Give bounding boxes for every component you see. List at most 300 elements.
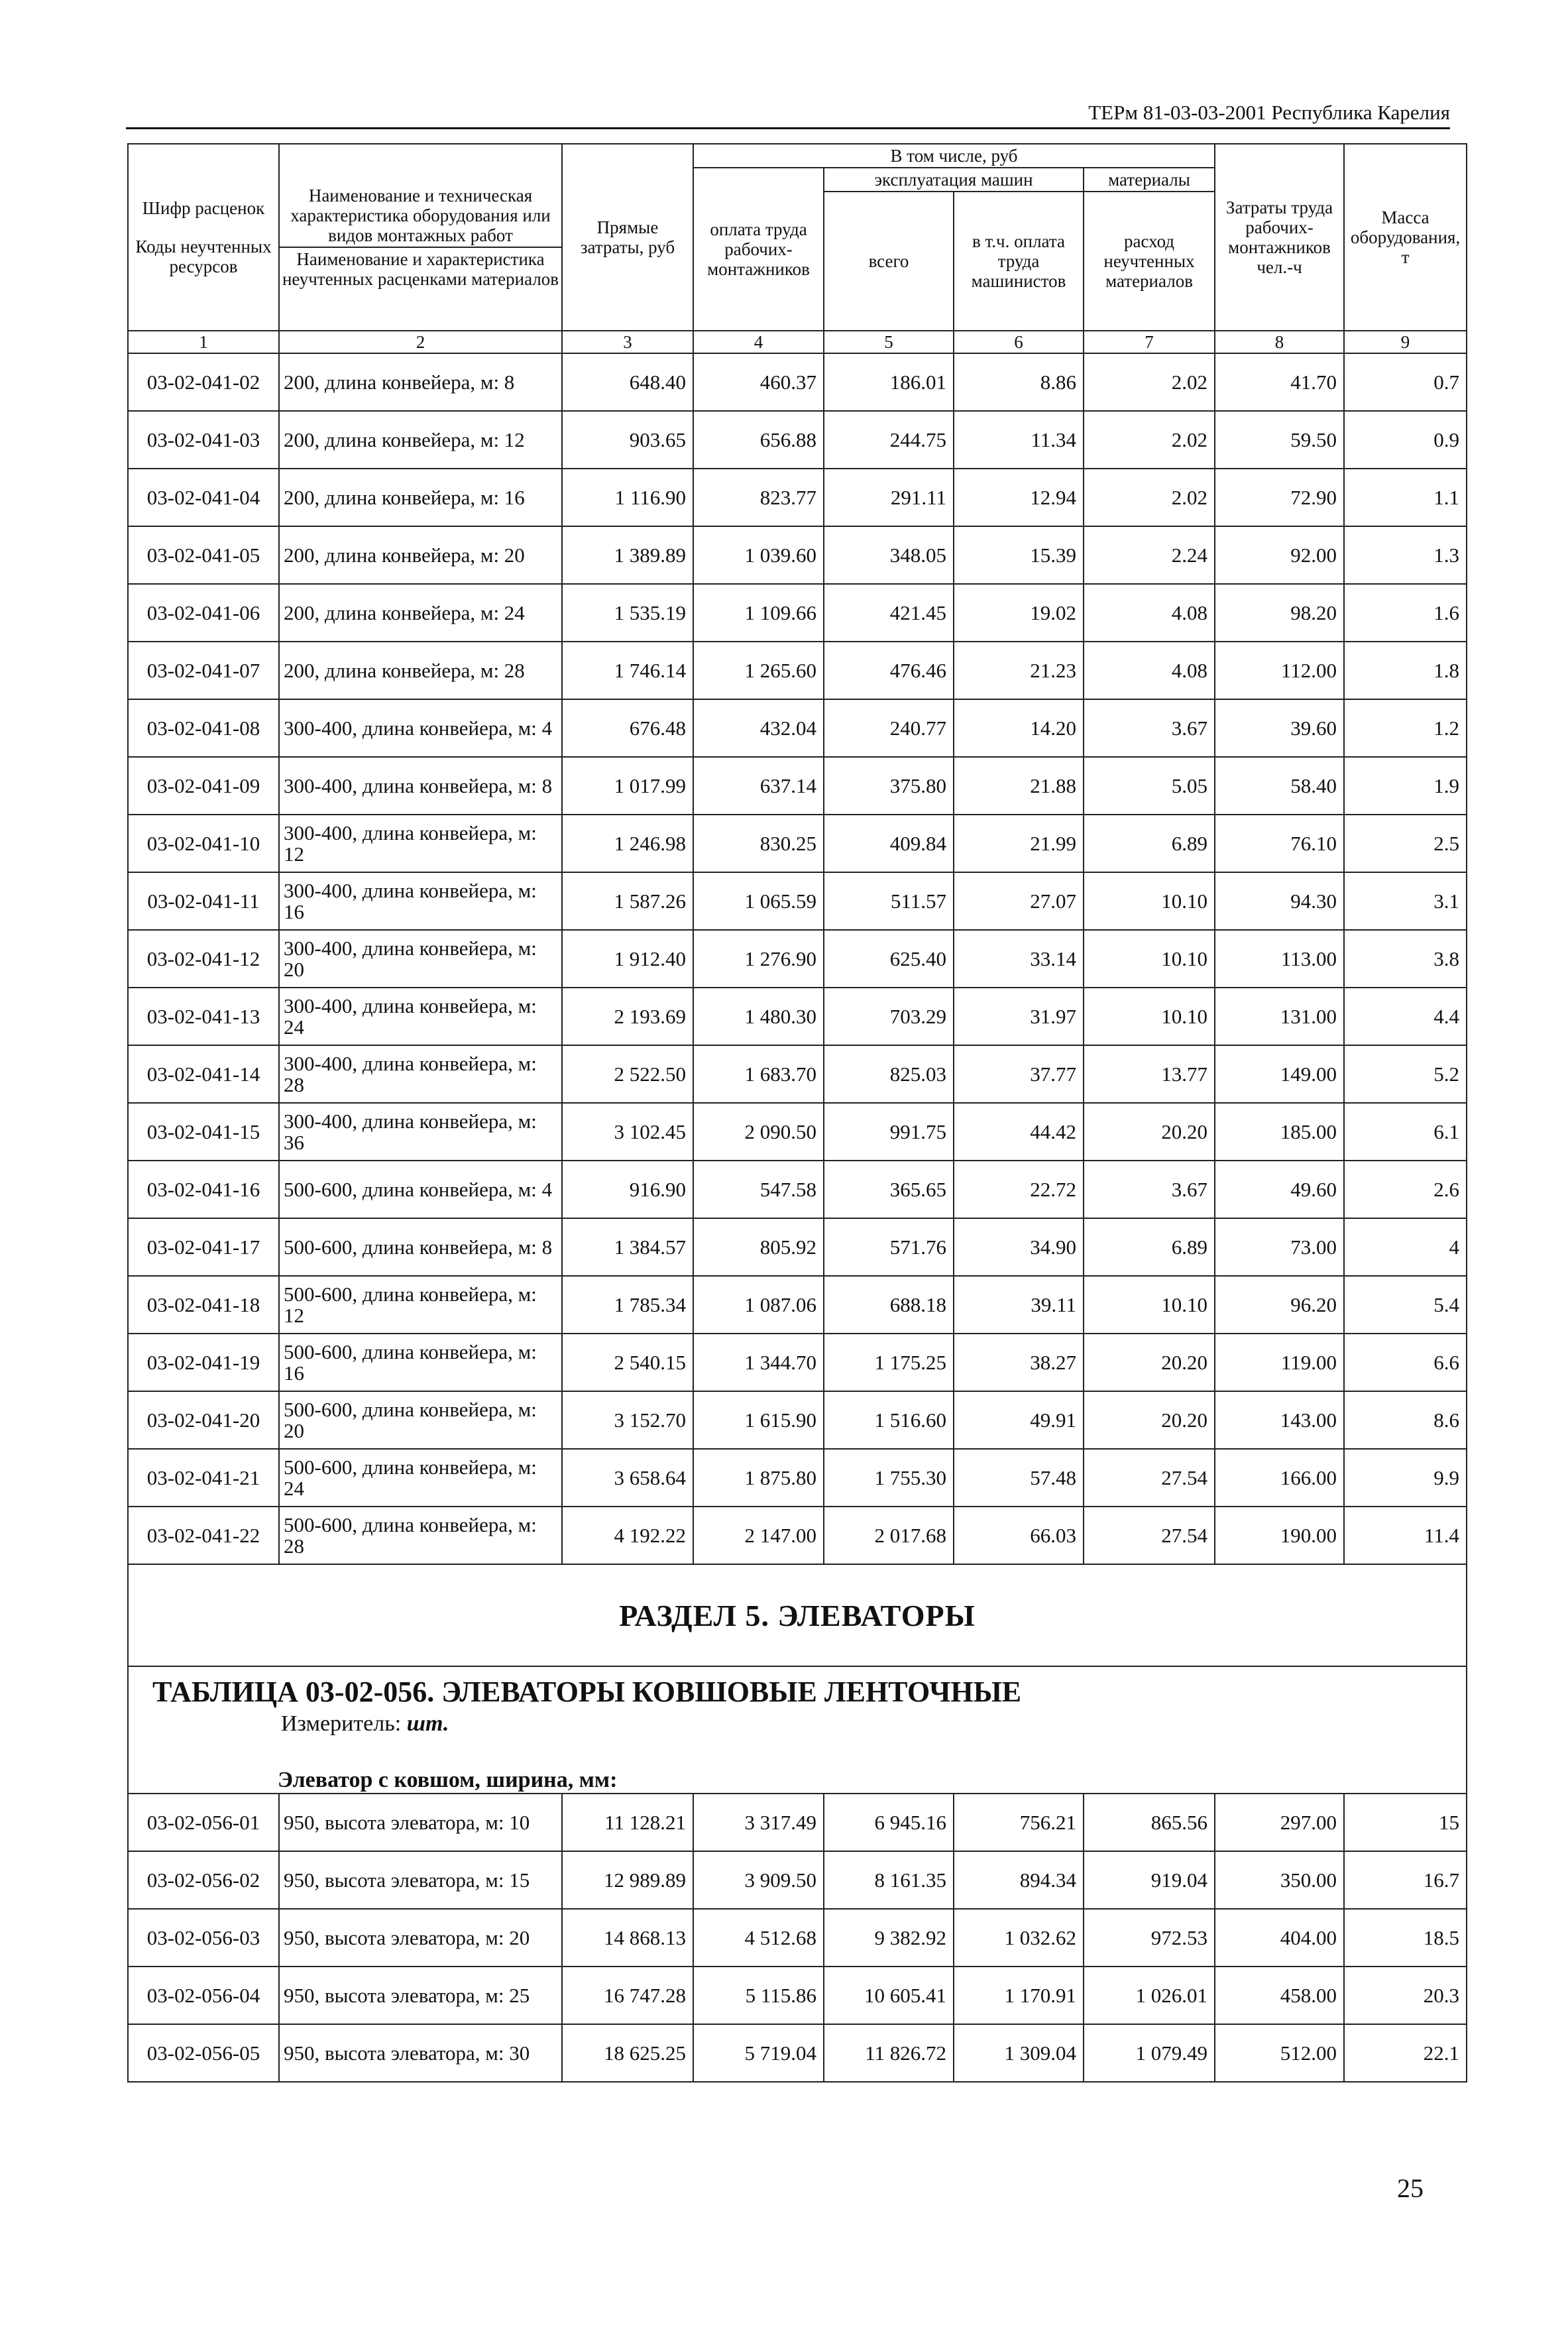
row-name: 300-400, длина конвейера, м: 4 — [279, 699, 562, 757]
row-machine-operators: 57.48 — [954, 1449, 1084, 1507]
row-labor-hours: 72.90 — [1215, 469, 1344, 526]
row-direct-costs: 14 868.13 — [562, 1909, 693, 1967]
row-machines-total: 2 017.68 — [824, 1507, 954, 1564]
row-mass: 3.8 — [1344, 930, 1467, 988]
row-mass: 3.1 — [1344, 872, 1467, 930]
row-name: 200, длина конвейера, м: 20 — [279, 526, 562, 584]
row-name: 200, длина конвейера, м: 28 — [279, 642, 562, 699]
header-materials-consumption: расход неучтенных материалов — [1084, 192, 1215, 331]
row-labor-hours: 49.60 — [1215, 1161, 1344, 1218]
row-labor-hours: 41.70 — [1215, 353, 1344, 411]
column-number: 5 — [824, 331, 954, 353]
row-name: 500-600, длина конвейера, м: 28 — [279, 1507, 562, 1564]
row-code: 03-02-041-18 — [128, 1276, 279, 1334]
row-mass: 2.6 — [1344, 1161, 1467, 1218]
row-machines-total: 8 161.35 — [824, 1851, 954, 1909]
row-labor-pay: 656.88 — [693, 411, 824, 469]
row-code: 03-02-041-20 — [128, 1391, 279, 1449]
row-code: 03-02-041-08 — [128, 699, 279, 757]
table-row — [128, 353, 1467, 411]
row-machine-operators: 21.88 — [954, 757, 1084, 815]
row-materials: 20.20 — [1084, 1103, 1215, 1161]
row-machine-operators: 894.34 — [954, 1851, 1084, 1909]
table-row — [128, 1276, 1467, 1334]
table-row — [128, 1909, 1467, 1967]
row-machine-operators: 44.42 — [954, 1103, 1084, 1161]
table-row — [128, 988, 1467, 1045]
row-machines-total: 240.77 — [824, 699, 954, 757]
row-direct-costs: 3 102.45 — [562, 1103, 693, 1161]
row-labor-pay: 1 615.90 — [693, 1391, 824, 1449]
column-number: 4 — [693, 331, 824, 353]
row-machines-total: 571.76 — [824, 1218, 954, 1276]
row-direct-costs: 1 785.34 — [562, 1276, 693, 1334]
row-name: 500-600, длина конвейера, м: 8 — [279, 1218, 562, 1276]
header-mass: Масса оборудования, т — [1344, 144, 1467, 331]
row-code: 03-02-041-21 — [128, 1449, 279, 1507]
row-code: 03-02-041-05 — [128, 526, 279, 584]
header-code-label: Шифр расценок — [142, 198, 265, 218]
row-materials: 10.10 — [1084, 1276, 1215, 1334]
row-machine-operators: 15.39 — [954, 526, 1084, 584]
row-labor-pay: 1 276.90 — [693, 930, 824, 988]
row-direct-costs: 1 384.57 — [562, 1218, 693, 1276]
row-name: 200, длина конвейера, м: 8 — [279, 353, 562, 411]
row-materials: 865.56 — [1084, 1794, 1215, 1851]
row-labor-pay: 547.58 — [693, 1161, 824, 1218]
row-labor-pay: 2 147.00 — [693, 1507, 824, 1564]
row-machines-total: 688.18 — [824, 1276, 954, 1334]
row-code: 03-02-041-03 — [128, 411, 279, 469]
row-labor-pay: 1 109.66 — [693, 584, 824, 642]
row-labor-hours: 512.00 — [1215, 2024, 1344, 2082]
row-materials: 2.02 — [1084, 469, 1215, 526]
row-materials: 10.10 — [1084, 930, 1215, 988]
row-direct-costs: 11 128.21 — [562, 1794, 693, 1851]
row-materials: 20.20 — [1084, 1334, 1215, 1391]
section-block — [128, 1564, 1467, 1794]
row-mass: 4 — [1344, 1218, 1467, 1276]
header-name-label: Наименование и техническая характеристика оборудования или видов монтажных работ — [290, 186, 551, 245]
row-materials: 3.67 — [1084, 1161, 1215, 1218]
header-labor-pay: оплата труда рабочих-монтажников — [693, 168, 824, 331]
table-row — [128, 1161, 1467, 1218]
row-machines-total: 348.05 — [824, 526, 954, 584]
row-mass: 1.3 — [1344, 526, 1467, 584]
row-mass: 5.2 — [1344, 1045, 1467, 1103]
table-title-cell — [128, 1666, 1467, 1746]
header-materials: материалы — [1084, 168, 1215, 192]
table-row — [128, 469, 1467, 526]
table-title: ТАБЛИЦА 03-02-056. ЭЛЕВАТОРЫ КОВШОВЫЕ ЛЕНТОЧНЫЕ — [152, 1676, 1022, 1708]
row-code: 03-02-056-01 — [128, 1794, 279, 1851]
row-direct-costs: 3 152.70 — [562, 1391, 693, 1449]
row-machine-operators: 21.23 — [954, 642, 1084, 699]
row-labor-pay: 1 087.06 — [693, 1276, 824, 1334]
row-direct-costs: 2 540.15 — [562, 1334, 693, 1391]
row-labor-hours: 112.00 — [1215, 642, 1344, 699]
row-materials: 4.08 — [1084, 642, 1215, 699]
row-mass: 6.6 — [1344, 1334, 1467, 1391]
row-materials: 20.20 — [1084, 1391, 1215, 1449]
column-number: 8 — [1215, 331, 1344, 353]
row-labor-hours: 350.00 — [1215, 1851, 1344, 1909]
header-labor-cost: Затраты труда рабочих-монтажников чел.-ч — [1215, 144, 1344, 331]
row-machines-total: 409.84 — [824, 815, 954, 872]
row-materials: 27.54 — [1084, 1449, 1215, 1507]
row-labor-pay: 460.37 — [693, 353, 824, 411]
table-row — [128, 526, 1467, 584]
table-row — [128, 699, 1467, 757]
column-number: 6 — [954, 331, 1084, 353]
row-mass: 9.9 — [1344, 1449, 1467, 1507]
row-labor-pay: 1 480.30 — [693, 988, 824, 1045]
row-labor-pay: 1 039.60 — [693, 526, 824, 584]
row-mass: 0.7 — [1344, 353, 1467, 411]
table-row — [128, 1103, 1467, 1161]
table-row — [128, 1507, 1467, 1564]
row-code: 03-02-041-09 — [128, 757, 279, 815]
table-row — [128, 584, 1467, 642]
column-number: 3 — [562, 331, 693, 353]
row-mass: 5.4 — [1344, 1276, 1467, 1334]
row-direct-costs: 676.48 — [562, 699, 693, 757]
measure-line — [142, 1709, 1453, 1739]
row-machine-operators: 66.03 — [954, 1507, 1084, 1564]
table-row — [128, 1334, 1467, 1391]
row-mass: 4.4 — [1344, 988, 1467, 1045]
table-row — [128, 1218, 1467, 1276]
measure-label: Измеритель: — [281, 1711, 402, 1736]
row-code: 03-02-041-12 — [128, 930, 279, 988]
header-machines: эксплуатация машин — [824, 168, 1084, 192]
row-materials: 919.04 — [1084, 1851, 1215, 1909]
row-machine-operators: 14.20 — [954, 699, 1084, 757]
row-labor-hours: 190.00 — [1215, 1507, 1344, 1564]
row-mass: 16.7 — [1344, 1851, 1467, 1909]
row-machines-total: 476.46 — [824, 642, 954, 699]
row-labor-pay: 1 265.60 — [693, 642, 824, 699]
row-materials: 2.02 — [1084, 353, 1215, 411]
row-labor-hours: 73.00 — [1215, 1218, 1344, 1276]
row-direct-costs: 916.90 — [562, 1161, 693, 1218]
row-labor-hours: 98.20 — [1215, 584, 1344, 642]
row-labor-pay: 637.14 — [693, 757, 824, 815]
row-machines-total: 511.57 — [824, 872, 954, 930]
row-code: 03-02-041-17 — [128, 1218, 279, 1276]
table-row — [128, 930, 1467, 988]
subheading: Элеватор с ковшом, ширина, мм: — [128, 1746, 1467, 1794]
row-mass: 18.5 — [1344, 1909, 1467, 1967]
row-labor-pay: 1 065.59 — [693, 872, 824, 930]
row-materials: 10.10 — [1084, 872, 1215, 930]
document-header — [126, 98, 1450, 129]
row-machines-total: 9 382.92 — [824, 1909, 954, 1967]
row-code: 03-02-041-06 — [128, 584, 279, 642]
row-code: 03-02-041-11 — [128, 872, 279, 930]
row-labor-hours: 458.00 — [1215, 1967, 1344, 2024]
header-direct-costs: Прямые затраты, руб — [562, 144, 693, 331]
row-mass: 6.1 — [1344, 1103, 1467, 1161]
column-number: 9 — [1344, 331, 1467, 353]
row-materials: 10.10 — [1084, 988, 1215, 1045]
row-mass: 1.1 — [1344, 469, 1467, 526]
row-code: 03-02-041-22 — [128, 1507, 279, 1564]
table-title-row — [128, 1666, 1467, 1746]
row-code: 03-02-041-15 — [128, 1103, 279, 1161]
row-code: 03-02-056-04 — [128, 1967, 279, 2024]
row-direct-costs: 1 116.90 — [562, 469, 693, 526]
row-labor-pay: 432.04 — [693, 699, 824, 757]
row-materials: 2.02 — [1084, 411, 1215, 469]
row-name: 300-400, длина конвейера, м: 12 — [279, 815, 562, 872]
row-name: 200, длина конвейера, м: 24 — [279, 584, 562, 642]
header-name — [279, 144, 562, 331]
table-row — [128, 1391, 1467, 1449]
row-labor-pay: 3 317.49 — [693, 1794, 824, 1851]
table-row — [128, 1967, 1467, 2024]
row-name: 300-400, длина конвейера, м: 16 — [279, 872, 562, 930]
row-code: 03-02-056-03 — [128, 1909, 279, 1967]
row-labor-hours: 59.50 — [1215, 411, 1344, 469]
row-labor-pay: 1 344.70 — [693, 1334, 824, 1391]
row-labor-pay: 3 909.50 — [693, 1851, 824, 1909]
row-labor-pay: 4 512.68 — [693, 1909, 824, 1967]
row-direct-costs: 2 522.50 — [562, 1045, 693, 1103]
row-machine-operators: 11.34 — [954, 411, 1084, 469]
row-machines-total: 375.80 — [824, 757, 954, 815]
row-direct-costs: 1 246.98 — [562, 815, 693, 872]
row-labor-hours: 166.00 — [1215, 1449, 1344, 1507]
row-name: 950, высота элеватора, м: 20 — [279, 1909, 562, 1967]
row-mass: 1.9 — [1344, 757, 1467, 815]
row-name: 300-400, длина конвейера, м: 20 — [279, 930, 562, 988]
row-name: 300-400, длина конвейера, м: 36 — [279, 1103, 562, 1161]
row-name: 950, высота элеватора, м: 10 — [279, 1794, 562, 1851]
row-machine-operators: 39.11 — [954, 1276, 1084, 1334]
row-labor-pay: 805.92 — [693, 1218, 824, 1276]
header-machines-total: всего — [824, 192, 954, 331]
row-code: 03-02-041-07 — [128, 642, 279, 699]
row-direct-costs: 12 989.89 — [562, 1851, 693, 1909]
row-code: 03-02-041-02 — [128, 353, 279, 411]
row-materials: 2.24 — [1084, 526, 1215, 584]
row-labor-pay: 1 683.70 — [693, 1045, 824, 1103]
row-name: 950, высота элеватора, м: 25 — [279, 1967, 562, 2024]
row-labor-pay: 5 115.86 — [693, 1967, 824, 2024]
row-name: 200, длина конвейера, м: 16 — [279, 469, 562, 526]
row-mass: 20.3 — [1344, 1967, 1467, 2024]
row-labor-hours: 131.00 — [1215, 988, 1344, 1045]
row-labor-hours: 94.30 — [1215, 872, 1344, 930]
row-labor-hours: 92.00 — [1215, 526, 1344, 584]
row-direct-costs: 1 389.89 — [562, 526, 693, 584]
section-row — [128, 1564, 1467, 1666]
column-number: 7 — [1084, 331, 1215, 353]
table-row — [128, 872, 1467, 930]
row-machines-total: 1 175.25 — [824, 1334, 954, 1391]
table-row — [128, 815, 1467, 872]
row-labor-hours: 119.00 — [1215, 1334, 1344, 1391]
row-name: 500-600, длина конвейера, м: 12 — [279, 1276, 562, 1334]
row-machines-total: 625.40 — [824, 930, 954, 988]
row-mass: 1.6 — [1344, 584, 1467, 642]
row-name: 500-600, длина конвейера, м: 4 — [279, 1161, 562, 1218]
row-labor-hours: 58.40 — [1215, 757, 1344, 815]
row-labor-pay: 1 875.80 — [693, 1449, 824, 1507]
row-machines-total: 365.65 — [824, 1161, 954, 1218]
table-row — [128, 1449, 1467, 1507]
row-direct-costs: 648.40 — [562, 353, 693, 411]
header-code-sub-label: Коды неучтенных ресурсов — [135, 237, 272, 276]
row-direct-costs: 1 912.40 — [562, 930, 693, 988]
row-direct-costs: 3 658.64 — [562, 1449, 693, 1507]
row-labor-hours: 404.00 — [1215, 1909, 1344, 1967]
row-materials: 1 026.01 — [1084, 1967, 1215, 2024]
row-mass: 8.6 — [1344, 1391, 1467, 1449]
header-name-sub-label: Наименование и характеристика неучтенных расценками материалов — [280, 247, 561, 289]
row-mass: 11.4 — [1344, 1507, 1467, 1564]
row-code: 03-02-056-05 — [128, 2024, 279, 2082]
row-name: 200, длина конвейера, м: 12 — [279, 411, 562, 469]
row-machines-total: 825.03 — [824, 1045, 954, 1103]
row-direct-costs: 1 746.14 — [562, 642, 693, 699]
row-labor-pay: 823.77 — [693, 469, 824, 526]
row-materials: 972.53 — [1084, 1909, 1215, 1967]
row-direct-costs: 1 535.19 — [562, 584, 693, 642]
row-mass: 1.8 — [1344, 642, 1467, 699]
row-code: 03-02-041-19 — [128, 1334, 279, 1391]
row-labor-pay: 2 090.50 — [693, 1103, 824, 1161]
row-materials: 6.89 — [1084, 815, 1215, 872]
conveyor-rows — [128, 353, 1467, 1564]
table-row — [128, 2024, 1467, 2082]
row-mass: 1.2 — [1344, 699, 1467, 757]
row-machine-operators: 21.99 — [954, 815, 1084, 872]
row-labor-pay: 830.25 — [693, 815, 824, 872]
row-name: 950, высота элеватора, м: 30 — [279, 2024, 562, 2082]
measure-unit: шт. — [406, 1711, 449, 1736]
row-labor-hours: 76.10 — [1215, 815, 1344, 872]
table-row — [128, 1851, 1467, 1909]
row-direct-costs: 1 587.26 — [562, 872, 693, 930]
row-machines-total: 1 516.60 — [824, 1391, 954, 1449]
row-labor-pay: 5 719.04 — [693, 2024, 824, 2082]
row-machines-total: 1 755.30 — [824, 1449, 954, 1507]
row-machines-total: 703.29 — [824, 988, 954, 1045]
row-direct-costs: 4 192.22 — [562, 1507, 693, 1564]
row-machine-operators: 49.91 — [954, 1391, 1084, 1449]
row-mass: 15 — [1344, 1794, 1467, 1851]
row-direct-costs: 16 747.28 — [562, 1967, 693, 2024]
row-code: 03-02-041-14 — [128, 1045, 279, 1103]
row-code: 03-02-056-02 — [128, 1851, 279, 1909]
row-machine-operators: 31.97 — [954, 988, 1084, 1045]
column-number: 2 — [279, 331, 562, 353]
row-materials: 3.67 — [1084, 699, 1215, 757]
row-machine-operators: 22.72 — [954, 1161, 1084, 1218]
column-number: 1 — [128, 331, 279, 353]
row-name: 500-600, длина конвейера, м: 20 — [279, 1391, 562, 1449]
price-table — [127, 143, 1467, 2083]
table-row — [128, 411, 1467, 469]
row-labor-hours: 96.20 — [1215, 1276, 1344, 1334]
row-mass: 2.5 — [1344, 815, 1467, 872]
page-number: 25 — [1397, 2173, 1424, 2203]
row-machine-operators: 33.14 — [954, 930, 1084, 988]
header-machine-operators: в т.ч. оплата труда машинистов — [954, 192, 1084, 331]
row-machines-total: 291.11 — [824, 469, 954, 526]
row-machine-operators: 12.94 — [954, 469, 1084, 526]
row-labor-hours: 297.00 — [1215, 1794, 1344, 1851]
row-mass: 22.1 — [1344, 2024, 1467, 2082]
row-code: 03-02-041-13 — [128, 988, 279, 1045]
row-name: 950, высота элеватора, м: 15 — [279, 1851, 562, 1909]
row-name: 500-600, длина конвейера, м: 16 — [279, 1334, 562, 1391]
row-machines-total: 6 945.16 — [824, 1794, 954, 1851]
subheading-row — [128, 1746, 1467, 1794]
table-header — [128, 144, 1467, 353]
row-direct-costs: 2 193.69 — [562, 988, 693, 1045]
section-title: РАЗДЕЛ 5. ЭЛЕВАТОРЫ — [128, 1564, 1467, 1666]
table-row — [128, 1045, 1467, 1103]
row-materials: 27.54 — [1084, 1507, 1215, 1564]
row-machine-operators: 756.21 — [954, 1794, 1084, 1851]
elevator-rows — [128, 1794, 1467, 2082]
row-labor-hours: 39.60 — [1215, 699, 1344, 757]
table-row — [128, 1794, 1467, 1851]
row-code: 03-02-041-04 — [128, 469, 279, 526]
row-machines-total: 11 826.72 — [824, 2024, 954, 2082]
row-machine-operators: 8.86 — [954, 353, 1084, 411]
row-mass: 0.9 — [1344, 411, 1467, 469]
row-machine-operators: 1 032.62 — [954, 1909, 1084, 1967]
row-machine-operators: 27.07 — [954, 872, 1084, 930]
row-name: 500-600, длина конвейера, м: 24 — [279, 1449, 562, 1507]
row-machines-total: 991.75 — [824, 1103, 954, 1161]
row-code: 03-02-041-10 — [128, 815, 279, 872]
row-labor-hours: 143.00 — [1215, 1391, 1344, 1449]
row-name: 300-400, длина конвейера, м: 24 — [279, 988, 562, 1045]
table-row — [128, 757, 1467, 815]
row-materials: 6.89 — [1084, 1218, 1215, 1276]
row-direct-costs: 1 017.99 — [562, 757, 693, 815]
table-row — [128, 642, 1467, 699]
row-direct-costs: 18 625.25 — [562, 2024, 693, 2082]
row-machines-total: 10 605.41 — [824, 1967, 954, 2024]
header-code — [128, 144, 279, 331]
row-code: 03-02-041-16 — [128, 1161, 279, 1218]
row-materials: 1 079.49 — [1084, 2024, 1215, 2082]
row-materials: 4.08 — [1084, 584, 1215, 642]
row-machine-operators: 1 170.91 — [954, 1967, 1084, 2024]
row-machines-total: 421.45 — [824, 584, 954, 642]
row-machine-operators: 38.27 — [954, 1334, 1084, 1391]
row-labor-hours: 185.00 — [1215, 1103, 1344, 1161]
row-machines-total: 244.75 — [824, 411, 954, 469]
row-machine-operators: 19.02 — [954, 584, 1084, 642]
row-direct-costs: 903.65 — [562, 411, 693, 469]
row-machine-operators: 34.90 — [954, 1218, 1084, 1276]
row-machine-operators: 37.77 — [954, 1045, 1084, 1103]
row-machines-total: 186.01 — [824, 353, 954, 411]
row-name: 300-400, длина конвейера, м: 28 — [279, 1045, 562, 1103]
header-including: В том числе, руб — [693, 144, 1215, 168]
column-numbers-row — [128, 331, 1467, 353]
row-materials: 5.05 — [1084, 757, 1215, 815]
row-labor-hours: 113.00 — [1215, 930, 1344, 988]
row-machine-operators: 1 309.04 — [954, 2024, 1084, 2082]
